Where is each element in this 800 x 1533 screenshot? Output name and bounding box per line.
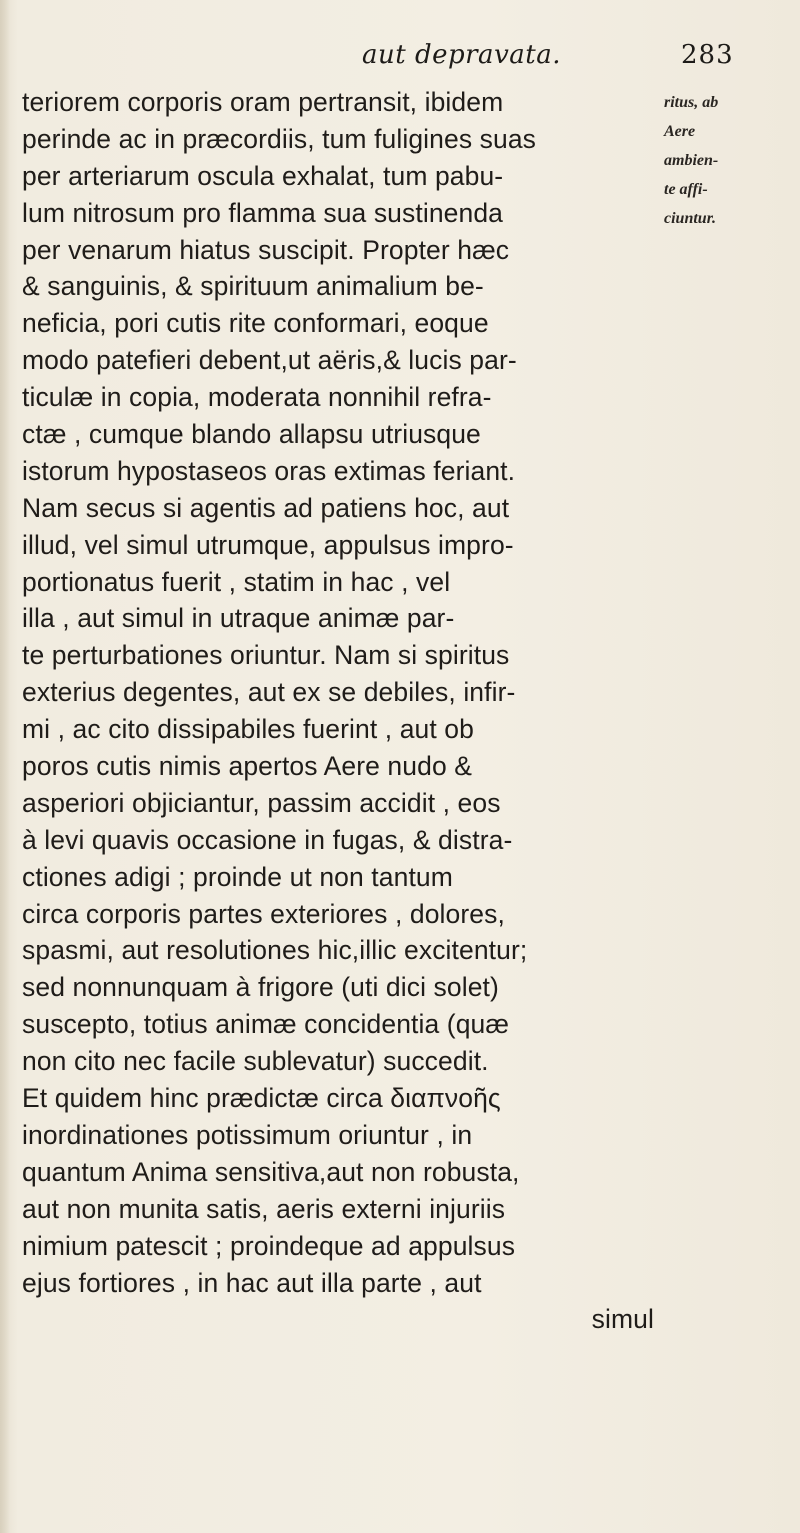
page-number: 283 bbox=[681, 40, 734, 70]
text-line: suscepto, totius animæ concidentia (quæ bbox=[22, 1009, 510, 1040]
text-line: poros cutis nimis apertos Aere nudo & bbox=[22, 751, 473, 782]
text-line: spasmi, aut resolutiones hic,illic excitentur; bbox=[22, 935, 528, 966]
text-line: exterius degentes, aut ex se debiles, infir- bbox=[22, 677, 516, 708]
text-line: per arteriarum oscula exhalat, tum pabu- bbox=[22, 160, 504, 191]
text-line: sed nonnunquam à frigore (uti dici solet) bbox=[22, 972, 499, 1003]
text-line: asperiori objiciantur, passim accidit , eos bbox=[22, 787, 501, 818]
text-line: ejus fortiores , in hac aut illa parte , aut bbox=[22, 1267, 482, 1298]
text-line: Et quidem hinc prædictæ circa διαπνοῆς bbox=[22, 1083, 501, 1114]
margin-note-line: ciuntur. bbox=[664, 210, 717, 227]
text-line: teriorem corporis oram pertransit, ibidem bbox=[22, 87, 504, 117]
text-line: istorum hypostaseos oras extimas feriant. bbox=[22, 455, 516, 486]
catchword-line: simul bbox=[591, 1304, 654, 1335]
text-line: illud, vel simul utrumque, appulsus impro- bbox=[22, 529, 514, 560]
text-line: ctiones adigi ; proinde ut non tantum bbox=[22, 861, 453, 892]
text-line: portionatus fuerit , statim in hac , vel bbox=[22, 566, 451, 597]
text-line: quantum Anima sensitiva,aut non robusta, bbox=[22, 1156, 520, 1187]
text-line: te perturbationes oriuntur. Nam si spiritus bbox=[22, 640, 510, 671]
text-line: à levi quavis occasione in fugas, & distra- bbox=[22, 824, 513, 855]
text-line: aut non munita satis, aeris externi injuriis bbox=[22, 1193, 506, 1224]
text-line: non cito nec facile sublevatur) succedit. bbox=[22, 1046, 489, 1077]
gutter-shadow bbox=[0, 0, 10, 1533]
text-line: ticulæ in copia, moderata nonnihil refra- bbox=[22, 382, 492, 413]
text-line: modo patefieri debent,ut aëris,& lucis par- bbox=[22, 345, 517, 376]
margin-note bbox=[664, 88, 796, 233]
text-line: lum nitrosum pro flamma sua sustinenda bbox=[22, 197, 504, 228]
running-head bbox=[0, 40, 800, 80]
text-line: ctæ , cumque blando allapsu utriusque bbox=[22, 419, 481, 450]
body-text bbox=[22, 84, 658, 1338]
text-line: illa , aut simul in utraque animæ par- bbox=[22, 603, 455, 634]
margin-note-line: ritus, ab bbox=[664, 94, 719, 111]
text-line: mi , ac cito dissipabiles fuerint , aut ob bbox=[22, 714, 474, 745]
margin-note-line: te affi- bbox=[664, 181, 708, 198]
text-line: perinde ac in præcordiis, tum fuligines suas bbox=[22, 123, 537, 154]
text-line: circa corporis partes exteriores , dolores, bbox=[22, 898, 505, 929]
text-line: per venarum hiatus suscipit. Propter hæc bbox=[22, 234, 510, 265]
text-line: neficia, pori cutis rite conformari, eoque bbox=[22, 308, 489, 339]
text-line: nimium patescit ; proindeque ad appulsus bbox=[22, 1230, 516, 1261]
margin-note-line: ambien- bbox=[664, 152, 719, 169]
margin-note-line: Aere bbox=[664, 123, 696, 140]
text-line: & sanguinis, & spirituum animalium be- bbox=[22, 271, 484, 302]
text-line: Nam secus si agentis ad patiens hoc, aut bbox=[22, 492, 510, 523]
running-title: aut depravata. bbox=[362, 40, 561, 70]
text-line: inordinationes potissimum oriuntur , in bbox=[22, 1119, 473, 1150]
